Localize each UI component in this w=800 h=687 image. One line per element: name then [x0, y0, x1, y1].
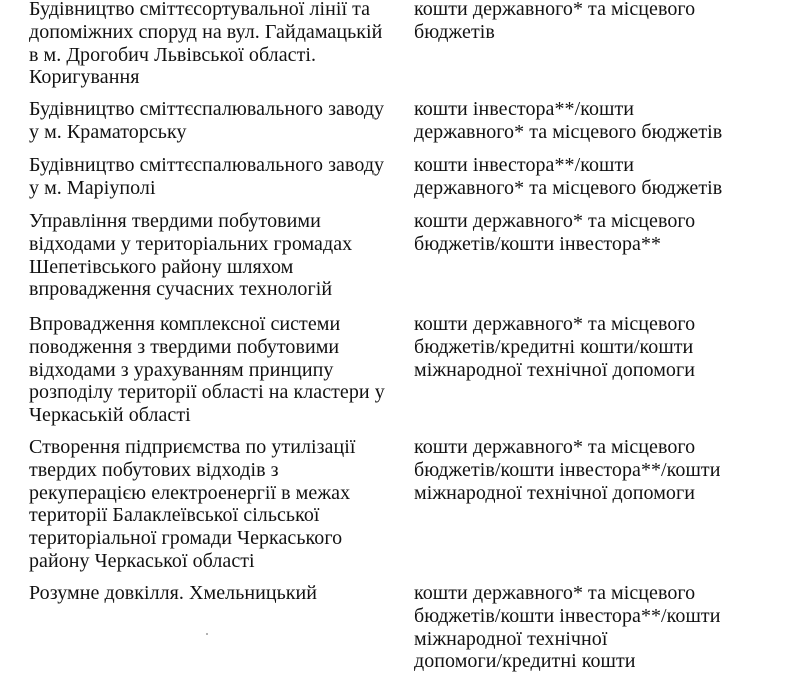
funding-source: кошти державного* та місцевого бюджетів/кошти інвестора**/кошти міжнародної технічної допомоги — [414, 436, 721, 504]
funding-source: кошти державного* та місцевого бюджетів/кошти інвестора**/кошти міжнародної технічної допомоги/кредитні кошти — [414, 582, 721, 673]
project-name: Будівництво сміттєспалювального заводу у м. Маріуполі — [29, 154, 385, 199]
funding-source: кошти державного* та місцевого бюджетів/кошти інвестора** — [414, 210, 696, 255]
project-name: Управління твердими побутовими відходами у територіальних громадах Шепетівського району шляхом впровадження сучасних технологій — [29, 210, 353, 301]
project-name: Будівництво сміттєспалювального заводу у м. Краматорську — [29, 98, 385, 143]
funding-source: кошти інвестора**/кошти державного* та місцевого бюджетів — [414, 98, 723, 143]
project-name: Розумне довкілля. Хмельницький — [29, 582, 318, 604]
funding-source: кошти інвестора**/кошти державного* та місцевого бюджетів — [414, 154, 723, 199]
funding-source: кошти державного* та місцевого бюджетів/кредитні кошти/кошти міжнародної технічної допомоги — [414, 313, 696, 381]
project-name: Впровадження комплексної системи поводження з твердими побутовими відходами з урахуванням принципу розподілу території області на кластери у Черкаській області — [29, 313, 385, 427]
project-name: Будівництво сміттєсортувальної лінії та допоміжних споруд на вул. Гайдамацькій в м. Дрогобич Львівської області. Коригування — [29, 0, 383, 89]
project-name: Створення підприємства по утилізації твердих побутових відходів з рекуперацією електроенергії в межах території Балаклеївської сільської територіальної громади Черкаського району Черкаської області — [29, 436, 356, 572]
funding-source: кошти державного* та місцевого бюджетів — [414, 0, 696, 43]
scan-speck — [206, 633, 208, 635]
